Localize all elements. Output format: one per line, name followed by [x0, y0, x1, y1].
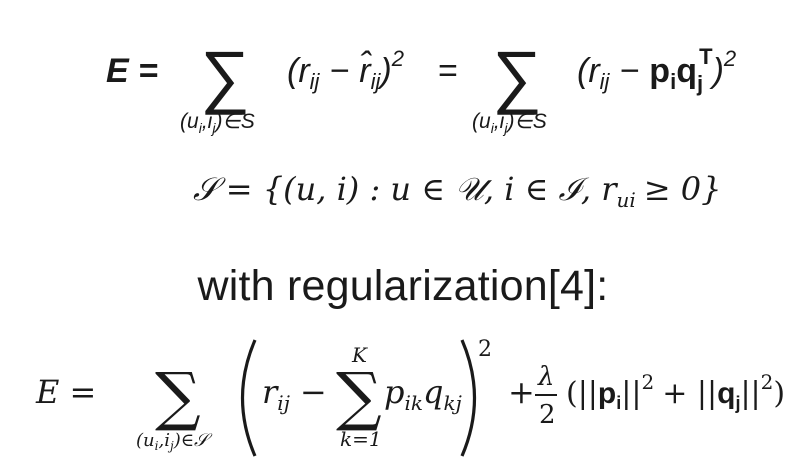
eq2-p-sub: ik: [404, 391, 423, 415]
eq2-inner-sum-symbol: ∑: [336, 360, 382, 434]
set-body: = {(u, i) : u ∈ 𝒰, i ∈ ℐ, r: [225, 170, 617, 208]
eq2-q: q: [423, 373, 444, 411]
eq1-sum-index-2: [472, 110, 547, 136]
eq2-sum-symbol: ∑: [155, 360, 201, 434]
eq1-middle-equals: =: [438, 52, 458, 90]
eq1-residual-2-minus: −: [619, 52, 640, 90]
set-definition-equation: [193, 170, 721, 212]
eq2-lhs: E =: [36, 373, 97, 411]
eq2-sum-index-sub-j: j: [169, 439, 174, 453]
eq2-sum-index-end: )∈𝒮: [173, 430, 208, 451]
regularization-caption: with regularization[4]:: [197, 262, 609, 310]
eq1-sum-index-2-mid: ,i: [493, 110, 505, 133]
eq1-residual-2-close: ): [712, 52, 724, 90]
eq2-q-sub: kj: [443, 391, 462, 415]
eq1-sum-index-2-start: (u: [472, 110, 491, 133]
eq2-plus-mid: + ||: [662, 376, 718, 411]
eq1-residual-2-open: (r: [577, 52, 600, 90]
eq1-p-vector: p: [649, 52, 671, 90]
eq2-sum-index-sub-i: i: [154, 439, 159, 453]
eq1-residual-2-sub: ij: [599, 69, 610, 94]
eq1-q-vector: q: [676, 52, 697, 90]
regularized-error-equation: [35, 337, 785, 456]
set-definition: [193, 170, 721, 212]
eq1-residual-1-open: (r: [287, 52, 310, 90]
eq2-p-vector-sub: i: [616, 393, 622, 413]
eq2-norm-close: ||: [621, 376, 642, 411]
eq1-lhs: E =: [106, 52, 158, 90]
eq1-sum-index-1-end: )∈S: [215, 110, 255, 133]
eq2-r-term: [262, 373, 327, 415]
eq1-residual-1-rhat-sub: ij: [370, 69, 381, 94]
eq2-plus: +: [508, 373, 535, 411]
eq2-sum-index-mid: ,i: [158, 430, 170, 451]
eq1-residual-1-square: 2: [391, 46, 404, 71]
eq2-sum-index: [136, 430, 213, 453]
eq1-sum-symbol-1: ∑: [200, 37, 250, 115]
eq2-sum-index-start: (u: [136, 430, 155, 451]
eq1-sum-index-2-end: )∈S: [507, 110, 547, 133]
eq2-norm-sq-2: 2: [760, 370, 774, 394]
eq1-sum-index-1-mid: ,i: [201, 110, 213, 133]
eq2-lambda: λ: [538, 362, 555, 392]
eq2-p-vector: p: [597, 377, 617, 410]
eq1-sum-index-2-sub-j: j: [504, 120, 508, 136]
eq1-sum-index-1-sub-j: j: [212, 120, 216, 136]
eq1-residual-1-sub: ij: [309, 69, 320, 94]
eq2-outer-square: 2: [478, 337, 492, 362]
set-sub-ui: ui: [616, 188, 636, 212]
eq1-residual-2: [577, 44, 736, 96]
eq2-product-term: [384, 373, 462, 415]
eq1-residual-1-minus: −: [329, 52, 350, 90]
eq1-residual-1-close: ): [380, 52, 392, 90]
squared-error-equation: [106, 37, 736, 136]
eq2-r-sub: ij: [277, 391, 290, 415]
eq1-p-sub: i: [670, 69, 677, 94]
eq2-inner-sum-lower: k=1: [340, 427, 382, 451]
eq2-left-paren: [243, 340, 256, 456]
eq1-sum-index-2-sub-i: i: [490, 120, 494, 136]
eq1-sum-symbol-2: ∑: [492, 37, 542, 115]
eq2-r: r: [262, 373, 278, 411]
eq2-norm-sq: 2: [641, 370, 655, 394]
eq1-sum-index-1: [180, 110, 255, 136]
eq2-inner-sum-upper: K: [352, 343, 367, 367]
eq1-residual-1: [287, 46, 404, 94]
eq1-residual-1-rhat: r̂: [359, 52, 371, 90]
eq2-q-vector-sub: j: [735, 393, 741, 413]
eq1-residual-2-square: 2: [723, 46, 737, 71]
eq2-reg-close: ): [773, 376, 786, 411]
eq2-regularization-term: [566, 370, 785, 413]
eq1-sum-index-1-sub-i: i: [198, 120, 202, 136]
eq2-two: 2: [539, 400, 556, 430]
set-tail: ≥ 0}: [643, 170, 722, 208]
eq1-sum-index-1-start: (u: [180, 110, 199, 133]
eq1-transpose: T: [699, 44, 713, 69]
eq2-norm-close-2: ||: [740, 376, 761, 411]
eq1-q-sub: j: [696, 71, 704, 96]
eq2-p: p: [384, 373, 405, 411]
eq2-right-paren: [462, 340, 475, 456]
eq2-reg-open: (||: [566, 376, 598, 411]
set-symbol: 𝒮: [193, 170, 218, 208]
eq2-minus: −: [299, 373, 327, 411]
eq2-q-vector: q: [717, 377, 736, 410]
